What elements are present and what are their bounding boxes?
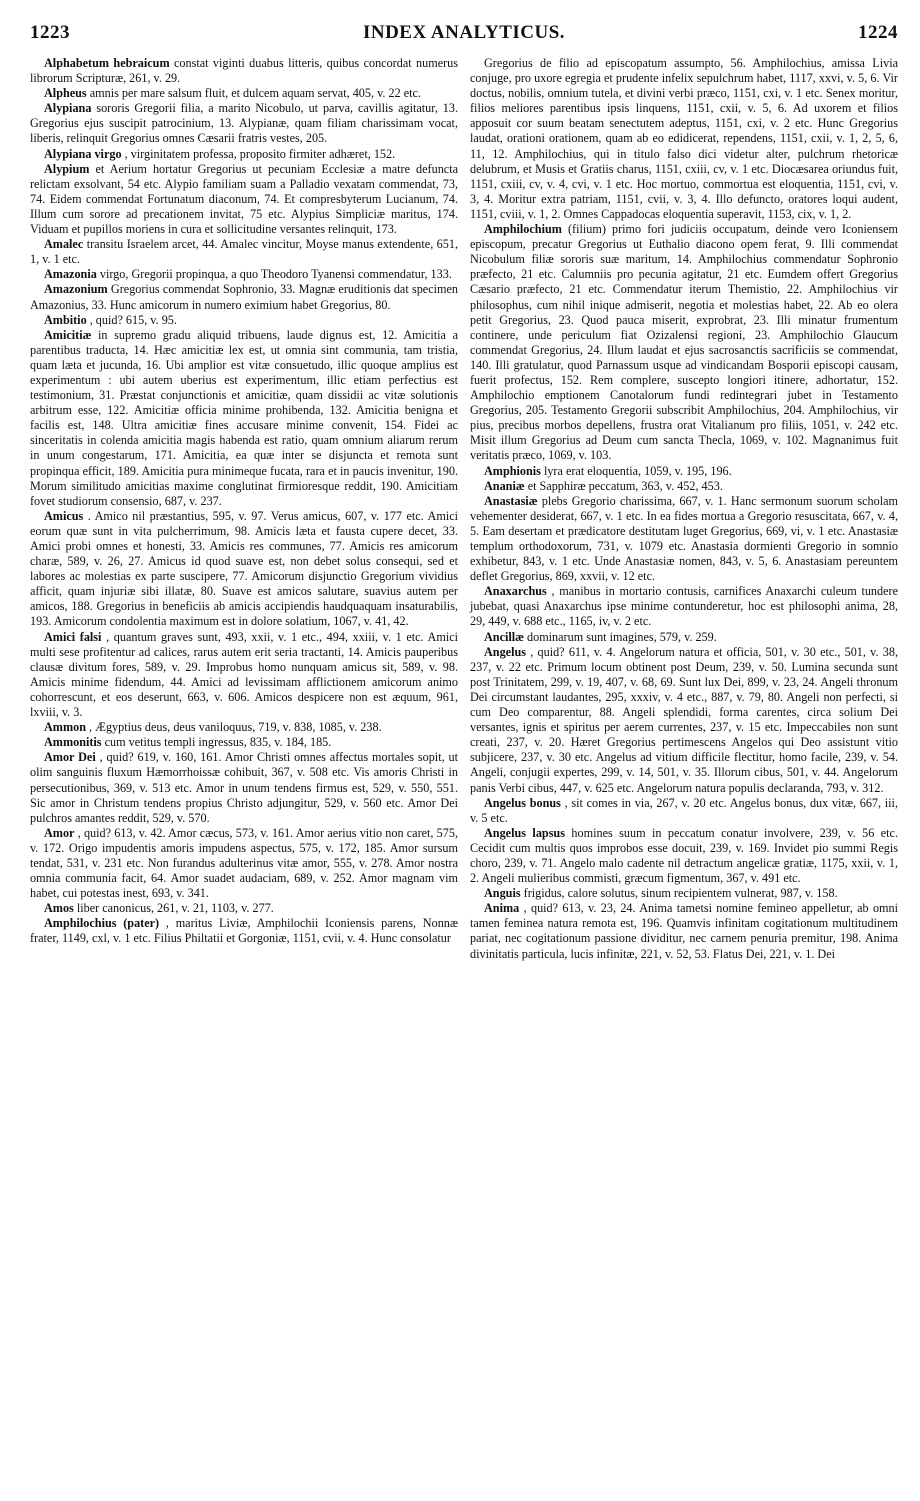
index-entry bbox=[470, 464, 898, 479]
entry-text: homines suum in peccatum conatur involvere, 239, v. 56 etc. Cecidit cum multis quos improbos esse docuit, 239, v. 169. Invidet pio summi Regis choro, 239, v. 71. Angelo malo cadente nil detractum angelicæ gratiæ, 1175, xxii, v. 1, 2. Angeli mulieribus commisti, græcum figmentum, 367, v. 491 etc. bbox=[470, 825, 899, 886]
index-entry bbox=[470, 494, 898, 585]
entry-text: frigidus, calore solutus, sinum recipientem vulnerat, 987, v. 158. bbox=[523, 886, 838, 901]
index-entry bbox=[470, 222, 898, 464]
entry-text: Gregorius commendat Sophronio, 33. Magnæ eruditionis dat specimen Amazonius, 33. Hunc amicorum in numero eximium habet Gregorius, 80. bbox=[30, 282, 458, 312]
entry-text: , quid? 613, v. 23, 24. Anima tametsi nomine femineo appelletur, ab omni tamen feminea natura remota est, 196. Quamvis infinitam cogitationum multitudinem pariat, nec cogitationum passione dividitur, nec carnem penuria premitur, 198. Anima divinitatis particula, lucis infinitæ, 221, v. 52, 53. Flatus Dei, 221, v. 1. Dei bbox=[470, 901, 899, 961]
entry-headword: Amicus bbox=[44, 508, 84, 523]
entry-text: , quid? 615, v. 95. bbox=[89, 312, 177, 327]
entry-text: liber canonicus, 261, v. 21, 1103, v. 277. bbox=[76, 901, 274, 916]
entry-headword: Alphabetum hebraicum bbox=[44, 56, 170, 70]
page-number-left: 1223 bbox=[30, 22, 70, 43]
entry-headword: Amphilochius (pater) bbox=[44, 916, 160, 931]
entry-headword: Alpheus bbox=[44, 86, 87, 101]
entry-text: et Sapphiræ peccatum, 363, v. 452, 453. bbox=[527, 478, 723, 493]
entry-text: , sit comes in via, 267, v. 20 etc. Angelus bonus, dux vitæ, 667, iii, v. 5 etc. bbox=[470, 795, 898, 825]
entry-text: , quid? 613, v. 42. Amor cæcus, 573, v. 161. Amor aerius vitio non caret, 575, v. 172. Origo impudentis amoris impudens aspectus, 575, v. 172, 185. Amor sursum tendat, 531, v. 231 etc. Non furandus adulterinus vitæ amor, 555, v. 278. Amor nostra omnia communia facit, 64. Amor suadet audaciam, 689, v. 252. Amor magnam vim habet, cui potestas inest, 693, v. 341. bbox=[30, 825, 459, 901]
entry-headword: Alypiana virgo bbox=[44, 146, 122, 161]
entry-text: in supremo gradu aliquid tribuens, laude dignus est, 12. Amicitia a parentibus traducta, 14. Hæc amicitiæ lex est, ut omnia sint communia, tam tristia, quam læta et jucunda, 16. Ubi amplior est vitæ consuetudo, illic quoque amplius est experimentum : ubi autem uberius est experimentum, illic etiam perfectius est testimonium, 31. Præstat conjunctionis et amicitiæ, quam dissidii ac vitæ solutionis arbitrum esse, 122. Amicitiæ officia minime prohibenda, 132. Amicitia benigna et facilis est, 148. Ultra amicitiæ fines accusare minime convenit, 154. Fidei ac sinceritatis in colenda amicitia magis habenda est ratio, quam omnium aliarum rerum in unum congestarum, 171. Amicitia, ea quæ inter se disjuncta et remota sunt propinqua efficit, 189. Amicitia pura minimeque fucata, rara et in paucis invenitur, 190. Morum similitudo amicitias maxime conglutinat firmioresque reddit, 190. Amicitiam fovet studiorum consensio, 687, v. 237. bbox=[30, 327, 458, 508]
index-entry bbox=[30, 86, 458, 101]
index-entry bbox=[30, 328, 458, 509]
entry-headword: Anima bbox=[484, 901, 520, 916]
entry-text: (filium) primo fori judiciis occupatum, deinde vero Iconiensem episcopum, precatur Gregorius ut Euthalio diacono opem ferat, 9. Illi commendat Nicobulum filiæ sororis suæ maritum, 14. Amphilochius commendatur Sophronio præfecto, 21 etc. Calumniis pro pecunia agitatur, 21 etc. Eumdem offert Gregorius Cæsario præfecto, 21 etc. Commendatur iterum Themistio, 22. Amphilochius vir philosophus, cum nihil inique admiserit, negotia et molestias habet, 22. Ab eo olera petit Gregorius, 23. Quod pauca miserit, exprobrat, 23. Illi minatur frumentum continere, unde periculum fiat Ozizalensi regioni, 23. Amphilochio Glaucum commendat Gregorius, 24. Illum laudat et ejus sacrosanctis sacrificiis se commendat, 140. Illi gratulatur, quod Parnassum usque ad vindicandam Bosporii episcopi causam, fuerit profectus, 152. Rem complere, suscepto longiori itinere, adhortatur, 152. Amphilochio emptionem Canotalorum fundi redintegrari jubet in Testamento Gregorius, 205. Testamento Gregorii subscribit Amphilochius, 204. Amphilochius, vir pius, precibus morbos depellens, frustra orat Vitalianum pro filiis, 1051, v. 242 etc. Misit illum Gregorius ad Deum cum sancta Thecla, 1069, v. 102. Magnanimus fuit veritatis præco, 1069, v. 103. bbox=[470, 222, 899, 463]
index-entry bbox=[30, 750, 458, 825]
entry-text: dominarum sunt imagines, 579, v. 259. bbox=[527, 629, 717, 644]
entry-headword: Anaxarchus bbox=[484, 584, 547, 599]
entry-headword: Amor Dei bbox=[44, 750, 96, 765]
entry-text: . Amico nil præstantius, 595, v. 97. Verus amicus, 607, v. 177 etc. Amici eorum quæ sunt in vita pulcherrimum, 98. Amicis læta et fausta cupere decet, 33. Amici probi omnes et honesti, 33. Amicis res communes, 77. Amicis res amicorum charæ, 589, v. 26, 27. Amicus id quod suave est, non debet solus consequi, sed et labores ac molestias ex parte suscipere, 77. Amicorum disjunctio Gregorium vividius afficit, quam injuriæ sibi illatæ, 80. Suave est amicos salutare, suavius autem per amicos, 188. Gregorius in beneficiis ab amicis accipiendis haudquaquam insaturabilis, 193. Amicorum condolentia maximum est in dolore solatium, 1067, v. 41, 42. bbox=[30, 508, 458, 629]
entry-headword: Angelus lapsus bbox=[484, 825, 565, 840]
entry-text: plebs Gregorio charissima, 667, v. 1. Hanc sermonum suorum scholam vehementer desiderat, 667, v. 1 etc. In ea fides mortua a Gregorio resuscitata, 667, v. 4, 5. Eam desertam et prædicatore destitutam luget Gregorius, 669, vi, v. 1 etc. Anastasiæ templum orthodoxorum, 731, v. 1079 etc. Anastasia dormienti Gregorio in somnio exhibetur, 843, v. 1 etc. Unde Anastasiæ nomen, 843, v. 5, 6. Anastasiam pereuntem deflet Gregorius, 869, xxvii, v. 12 etc. bbox=[470, 493, 899, 584]
index-entry bbox=[470, 479, 898, 494]
index-entry bbox=[30, 509, 458, 630]
entry-headword: Anastasiæ bbox=[484, 493, 538, 508]
index-entry bbox=[470, 901, 898, 961]
index-entry bbox=[470, 645, 898, 796]
entry-text: , quid? 611, v. 4. Angelorum natura et officia, 501, v. 30 etc., 501, v. 38, 237, v. 22 etc. Primum locum obtinent post Deum, 239, v. 50. Lumina secunda sunt post Trinitatem, 299, v. 19, 407, v. 68, 69. Sunt lux Dei, 899, v. 23, 24. Angeli thronum Dei circumstant laudantes, 295, xxxiv, v. 4 etc., 887, v. 79, 80. Angeli non perfecti, si cum Deo comparentur, 88. Angeli splendidi, forma carentes, circa solium Dei versantes, ignis et spiritus per aerem currentes, 237, v. 15 etc. Impeccabiles non sunt creati, 237, v. 20. Hæret Gregorius pertimescens Angelos qui Deo assistunt vitio subjicere, 237, v. 30 etc. Angelus ad vitium difficile flectitur, homo facile, 239, v. 54. Angeli, conjugii expertes, 299, v. 14, 501, v. 35. Illorum cibus, 501, v. 44. Angelorum panis Verbi cibus, 447, v. 625 etc. Angelorum natura populis declaranda, 793, v. 312. bbox=[470, 644, 898, 795]
entry-headword: Amalec bbox=[44, 237, 84, 252]
index-entry bbox=[30, 313, 458, 328]
entry-text: , quid? 619, v. 160, 161. Amor Christi omnes affectus mortales sopit, ut olim sanguinis fluxum Hæmorrhoissæ cohibuit, 367, v. 508 etc. Vis amoris Christi in persecutionibus, 369, v. 513 etc. Amor in unum tendens firmus est, 529, v. 550, 551. Sic amor in Christum tendens propius Christo adjungitur, 529, v. 560 etc. Amor Dei pulchros amantes reddit, 529, v. 570. bbox=[30, 750, 458, 825]
entry-headword: Anguis bbox=[484, 886, 521, 901]
entry-text: , manibus in mortario contusis, carnifices Anaxarchi culeum tundere jubebat, quasi Anaxarchus ipse minime contunderetur, hoc est philosophi anima, 28, 29, 449, v. 688 etc., 1165, iv, v. 2 etc. bbox=[470, 584, 898, 629]
entry-headword: Amor bbox=[44, 825, 75, 840]
entry-text: , virginitatem professa, proposito firmiter adhæret, 152. bbox=[124, 146, 396, 161]
index-entry bbox=[30, 162, 458, 237]
entry-text: Gregorius de filio ad episcopatum assumpto, 56. Amphilochius, amissa Livia conjuge, pro uxore egregia et prudente infelix sepulchrum habet, 1117, xxvi, v. 5, 6. Vir doctus, nobilis, omnium tutela, et divini verbi præco, 1151, cxi, v. 1 etc. Senex moritur, filios meliores parentibus ipsis linquens, 1151, cxii, v. 5, 6. Ad uxorem et filios apposuit cor suum beatam senectutem adeptus, 1151, cxi, v. 2 etc. Hunc Gregorius laudat, orationi orationem, quam ab eo edidicerat, rependens, 1151, cxii, v. 1, 2, 5, 6, 11, 12. Amphilochius, qui in titulo falso dici videtur alter, pulchrum rhetoricæ delubrum, et Musis et Gratiis charus, 1151, cxiii, cv, v. 1 etc. Diocæsarea oriundus fuit, 1151, cxiii, cv, v. 4, cvi, v. 1 etc. Hoc mortuo, commortua est eloquentia, 1151, cvi, v. 3, 4. Moritur extra patriam, 1151, cvii, v. 3, 4. Illo defuncto, oratores loqui audent, 1151, cviii, v. 1, 2. Omnes Cappadocas eloquentia superavit, 1153, cix, v. 1, 2. bbox=[470, 56, 898, 221]
index-entry bbox=[470, 584, 898, 629]
index-entry bbox=[30, 282, 458, 312]
page-header bbox=[30, 22, 898, 56]
index-columns bbox=[30, 56, 898, 962]
entry-text: sororis Gregorii filia, a marito Nicobulo, ut parva, cavillis agitatur, 13. Gregorius ejus suscipit patrocinium, 13. Alypianæ, quam filiam charissimam vocat, liberis, relinquit Gregorius omnes Cæsarii fratris vestes, 205. bbox=[30, 101, 459, 146]
entry-text: lyra erat eloquentia, 1059, v. 195, 196. bbox=[543, 463, 732, 478]
entry-headword: Amphionis bbox=[484, 463, 541, 478]
entry-text: amnis per mare salsum fluit, et dulcem aquam servat, 405, v. 22 etc. bbox=[89, 86, 421, 101]
entry-headword: Ammonitis bbox=[44, 735, 102, 750]
entry-text: et Aerium hortatur Gregorius ut pecuniam Ecclesiæ a matre defuncta relictam exsolvant, 54 etc. Alypio familiam suam a Palladio vexatam commendat, 73, 74. Eidem commendat Fortunatum diaconum, 74. Et compresbyterum Lucianum, 74. Illum cum sorore ad precationem invitat, 75 etc. Alypius Simpliciæ maritus, 174. Viduam et pupillos moriens in cura et sollicitudine versantes relinquit, 173. bbox=[30, 161, 459, 237]
index-entry bbox=[470, 826, 898, 886]
index-entry bbox=[30, 267, 458, 282]
index-entry bbox=[470, 886, 898, 901]
entry-headword: Amici falsi bbox=[44, 629, 102, 644]
left-column bbox=[30, 56, 458, 962]
entry-headword: Ancillæ bbox=[484, 629, 524, 644]
entry-headword: Alypium bbox=[44, 161, 90, 176]
entry-headword: Amazonia bbox=[44, 267, 97, 282]
index-entry bbox=[30, 237, 458, 267]
index-entry bbox=[470, 56, 898, 222]
entry-headword: Alypiana bbox=[44, 101, 92, 116]
entry-headword: Angelus bonus bbox=[484, 795, 561, 810]
page-number-right: 1224 bbox=[858, 22, 898, 43]
index-entry bbox=[30, 56, 458, 86]
entry-headword: Amos bbox=[44, 901, 74, 916]
entry-headword: Amazonium bbox=[44, 282, 108, 297]
entry-headword: Amicitiæ bbox=[44, 327, 92, 342]
index-entry bbox=[470, 796, 898, 826]
entry-headword: Ananiæ bbox=[484, 478, 525, 493]
entry-text: , quantum graves sunt, 493, xxii, v. 1 etc., 494, xxiii, v. 1 etc. Amici multi sese profitentur ad calices, rarus autem erit seria tractanti, 14. Amicis pauperibus clausæ divitum fores, 589, v. 29. Improbus homo nunquam amicus sit, 589, v. 98. Amicis minime fidendum, 44. Amici ad levissimam afflictionem amicorum animo cohorrescunt, et eos deserunt, 663, v. 606. Amicos despicere non est æquum, 961, lxviii, v. 3. bbox=[30, 629, 459, 720]
index-entry bbox=[30, 916, 458, 946]
entry-headword: Ambitio bbox=[44, 312, 87, 327]
page-title: INDEX ANALYTICUS. bbox=[362, 22, 566, 43]
index-entry bbox=[470, 630, 898, 645]
entry-text: , Ægyptius deus, deus vaniloquus, 719, v. 838, 1085, v. 238. bbox=[89, 720, 382, 735]
index-entry bbox=[30, 147, 458, 162]
entry-text: cum vetitus templi ingressus, 835, v. 184, 185. bbox=[104, 735, 332, 750]
right-column bbox=[470, 56, 898, 962]
index-entry bbox=[30, 826, 458, 901]
entry-text: transitu Israelem arcet, 44. Amalec vincitur, Moyse manus extendente, 651, 1, v. 1 etc. bbox=[30, 237, 459, 267]
entry-text: constat viginti duabus litteris, quibus concordat numerus librorum Scripturæ, 261, v. 29. bbox=[30, 56, 458, 86]
entry-text: virgo, Gregorii propinqua, a quo Theodoro Tyanensi commendatur, 133. bbox=[99, 267, 452, 282]
entry-headword: Amphilochium bbox=[484, 222, 562, 237]
index-entry bbox=[30, 720, 458, 735]
index-entry bbox=[30, 101, 458, 146]
index-entry bbox=[30, 630, 458, 721]
index-entry bbox=[30, 735, 458, 750]
entry-headword: Ammon bbox=[44, 720, 86, 735]
entry-text: , maritus Liviæ, Amphilochii Iconiensis parens, Nonnæ frater, 1149, cxl, v. 1 etc. Filius Philtatii et Gorgoniæ, 1151, cvii, v. 4. Hunc consolatur bbox=[30, 916, 459, 946]
index-entry bbox=[30, 901, 458, 916]
entry-headword: Angelus bbox=[484, 644, 526, 659]
